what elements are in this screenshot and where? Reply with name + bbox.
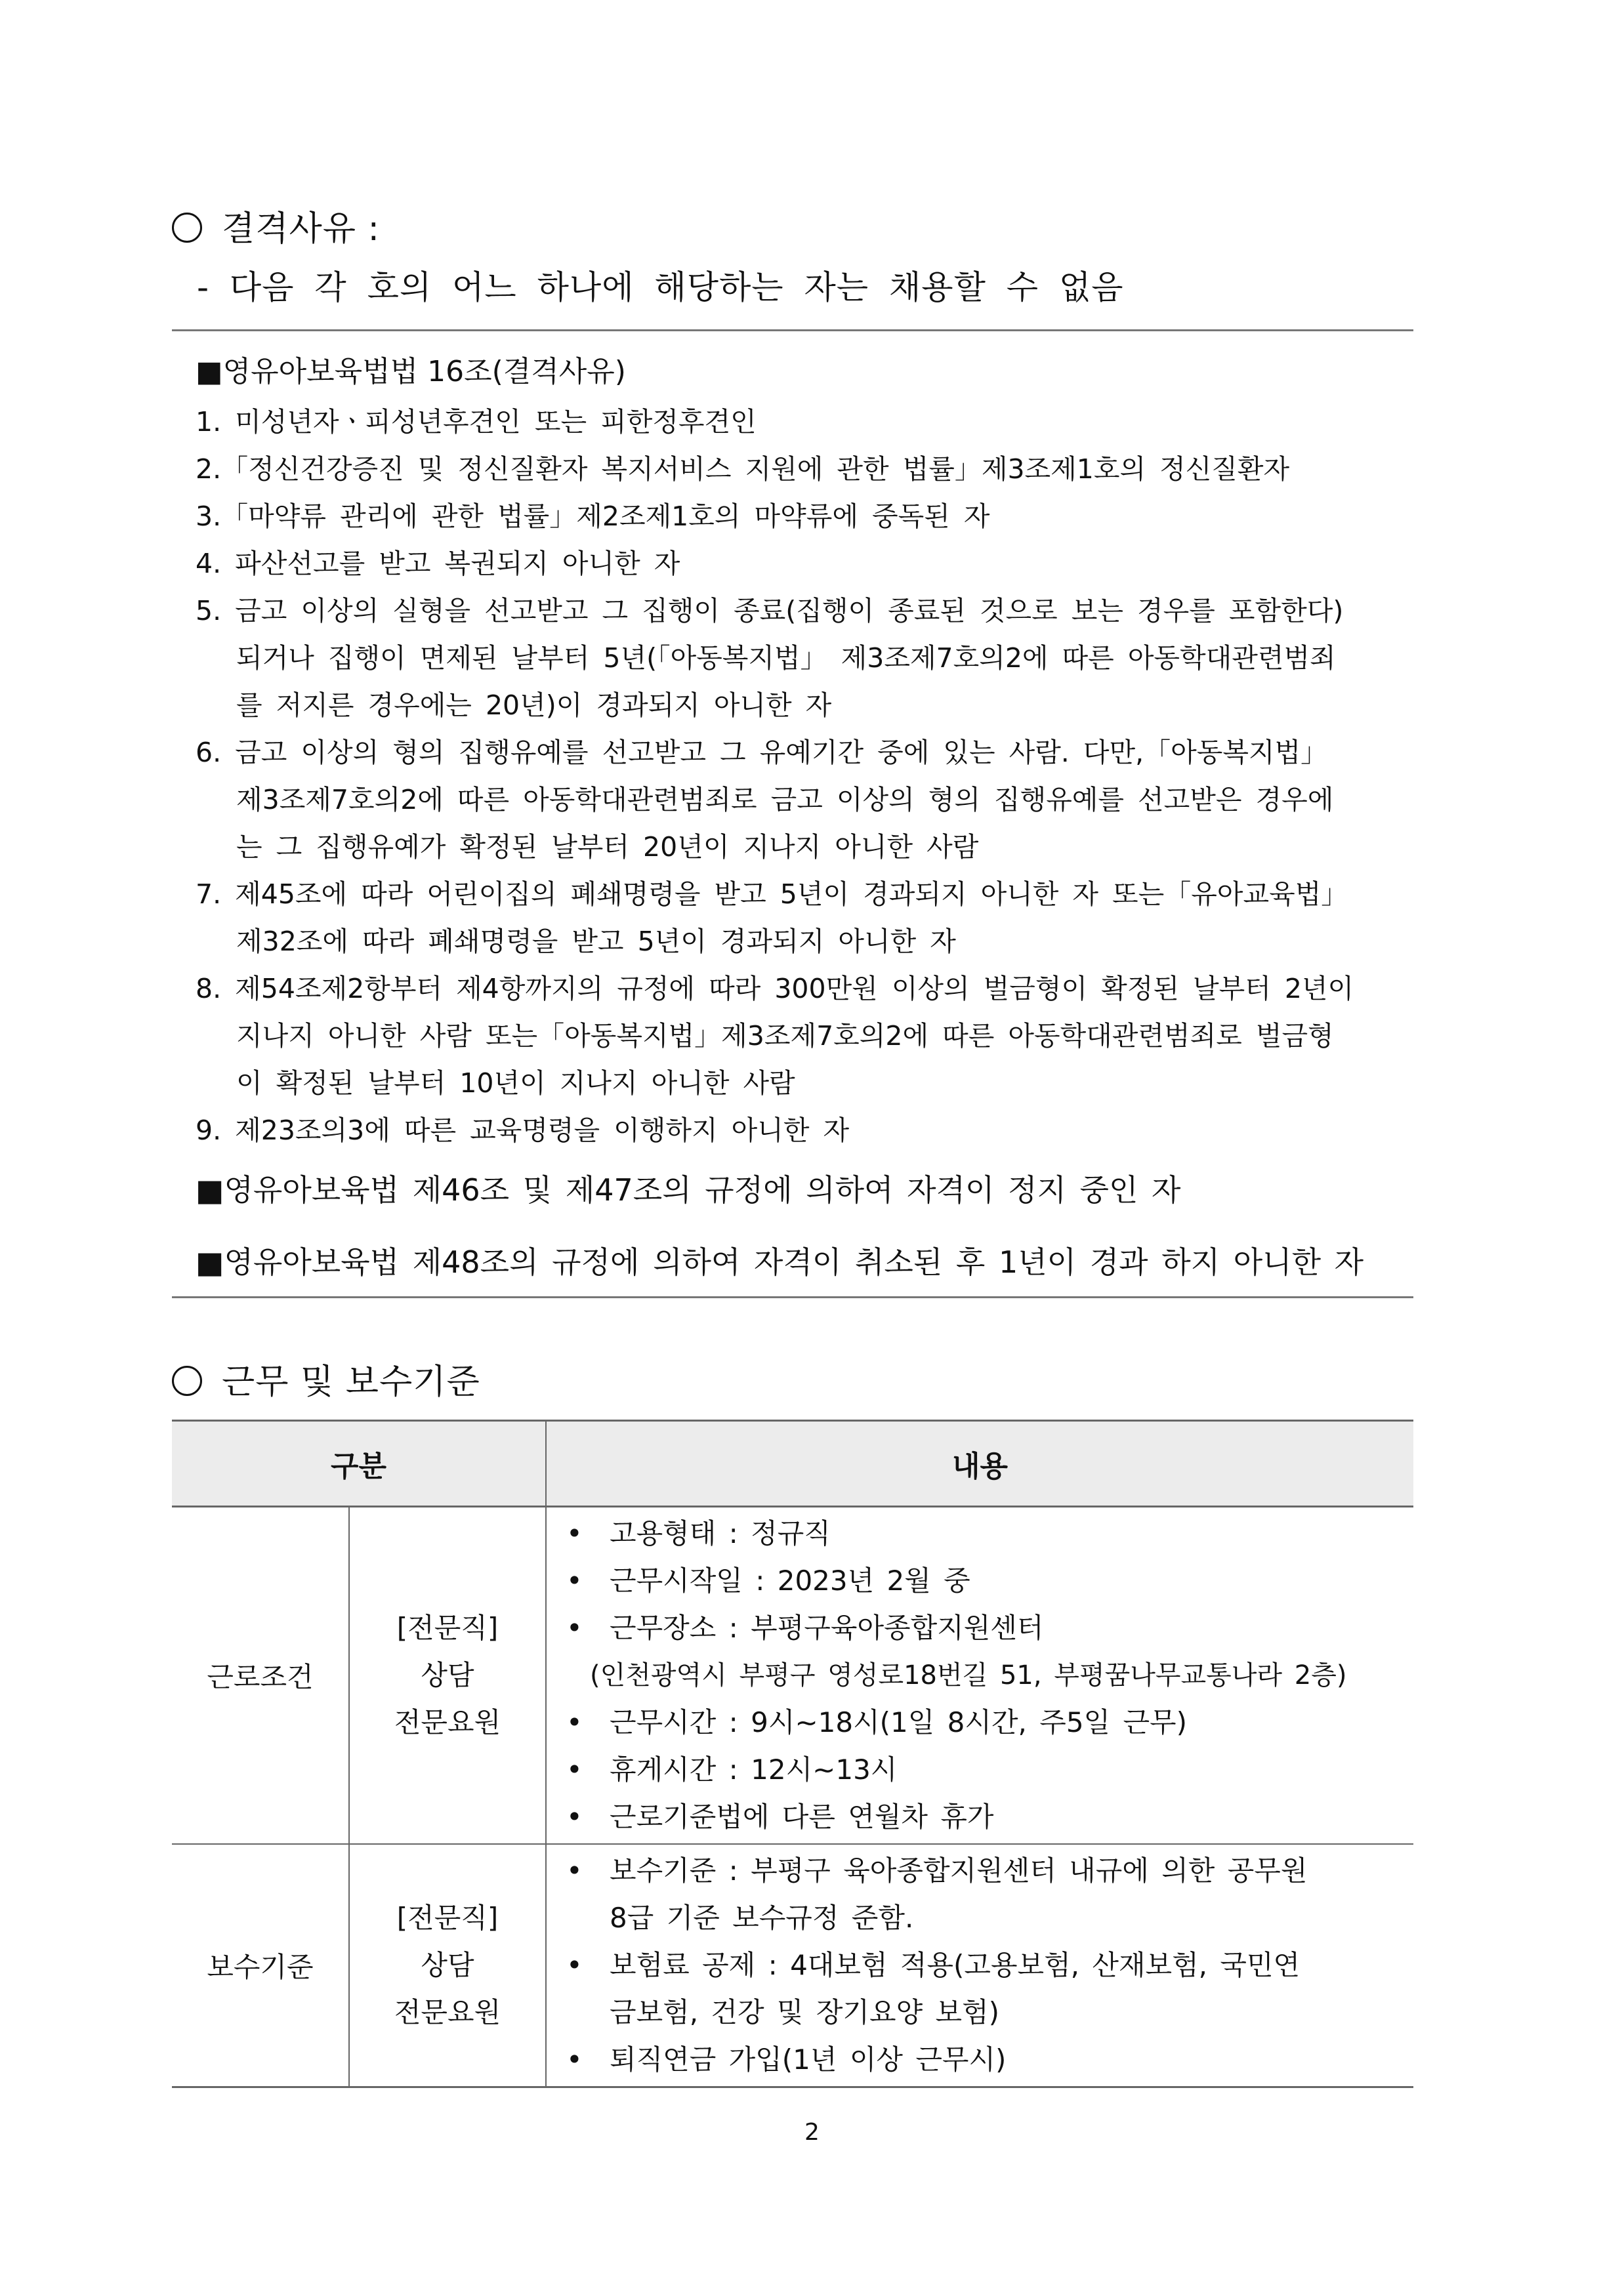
bullet-item: • 근로기준법에 다른 연월차 휴가 [566,1794,1402,1841]
table-row [172,1844,1413,2087]
header-category: 구분 [172,1421,546,1507]
list-item-continuation: 제3조제7호의2에 따른 아동학대관련범죄로 금고 이상의 형의 집행유예를 선고받은 경우에 [236,784,1334,815]
bullet-continuation: 8급 기준 보수규정 준함. [610,1902,914,1934]
section-subtitle: - 다음 각 호의 어느 하나에 해당하는 자는 채용할 수 없음 [197,268,1124,306]
role-line: 전문요원 [394,1996,501,2028]
header-content: 내용 [546,1421,1413,1507]
row-role [349,1844,546,2087]
table-header-row [172,1421,1413,1507]
bullet-item: • 보수기준 : 부평구 육아종합지원센터 내규에 의한 공무원 [566,1847,1402,1895]
role-line: 상담 [421,1949,474,1981]
list-item: 7. 제45조에 따라 어린이집의 폐쇄명령을 받고 5년이 경과되지 아니한 자 또는「유아교육법」 [196,878,1348,910]
bullet-item: • 고용형태 : 정규직 [566,1510,1402,1557]
box-footer-line: ■영유아보육법 제46조 및 제47조의 규정에 의하여 자격이 정지 중인 자 [196,1172,1181,1208]
role-line: [전문직] [396,1612,499,1644]
list-item: 8. 제54조제2항부터 제4항까지의 규정에 따라 300만원 이상의 벌금형이 확정된 날부터 2년이 [196,973,1354,1004]
list-item: 1. 미성년자ㆍ피성년후견인 또는 피한정후견인 [196,406,757,438]
list-item-continuation: 를 저지른 경우에는 20년)이 경과되지 아니한 자 [236,689,832,721]
box-top-divider [172,329,1413,331]
row-category: 근로조건 [172,1507,349,1845]
section-title-work-pay: 근무 및 보수기준 [172,1354,480,1403]
address-line: (인천광역시 부평구 영성로18번길 51, 부평꿈나무교통나라 2층) [590,1660,1347,1691]
list-item: 2.「정신건강증진 및 정신질환자 복지서비스 지원에 관한 법률」제3조제1호의 정신질환자 [196,453,1290,485]
role-line: [전문직] [396,1902,499,1934]
bullet-dot-icon: • [566,1565,583,1597]
list-item: 5. 금고 이상의 실형을 선고받고 그 집행이 종료(집행이 종료된 것으로 보는 경우를 포함한다) [196,595,1344,626]
bullet-dot-icon: • [566,1612,583,1644]
bullet-continuation: 금보험, 건강 및 장기요양 보험) [610,1996,1000,2028]
bullet-item: • 근무시간 : 9시~18시(1일 8시간, 주5일 근무) [566,1699,1402,1746]
role-line: 상담 [421,1659,474,1691]
list-item-continuation: 이 확정된 날부터 10년이 지나지 아니한 사람 [236,1067,795,1099]
bullet-dot-icon: • [566,1517,583,1549]
bullet-dot-icon: • [566,1855,583,1887]
bullet-dot-icon: • [566,1706,583,1738]
list-item-continuation: 는 그 집행유예가 확정된 날부터 20년이 지나지 아니한 사람 [236,831,979,863]
list-item: 9. 제23조의3에 따른 교육명령을 이행하지 아니한 자 [196,1115,850,1146]
list-item: 4. 파산선고를 받고 복권되지 아니한 자 [196,548,680,579]
box-heading: ■영유아보육법법 16조(결격사유) [196,355,626,388]
bullet-dot-icon: • [566,1753,583,1786]
row-content [546,1844,1413,2087]
bullet-item: • 보험료 공제 : 4대보험 적용(고용보험, 산재보험, 국민연 [566,1942,1402,1989]
bullet-dot-icon: • [566,2043,583,2076]
list-item-continuation: 제32조에 따라 폐쇄명령을 받고 5년이 경과되지 아니한 자 [236,926,956,957]
bullet-dot-icon: • [566,1949,583,1981]
row-content [546,1507,1413,1845]
list-item: 3.「마약류 관리에 관한 법률」제2조제1호의 마약류에 중독된 자 [196,501,990,532]
bullet-item: • 근무시작일 : 2023년 2월 중 [566,1557,1402,1605]
bullet-item: • 근무장소 : 부평구육아종합지원센터 [566,1605,1402,1652]
list-item: 6. 금고 이상의 형의 집행유예를 선고받고 그 유예기간 중에 있는 사람. 다만,「아동복지법」 [196,737,1328,768]
work-pay-table [172,1420,1413,2088]
bullet-item: • 퇴직연금 가입(1년 이상 근무시) [566,2036,1402,2083]
bullet-item: • 휴게시간 : 12시~13시 [566,1746,1402,1794]
circle-bullet-icon [172,213,202,243]
table-row [172,1507,1413,1845]
section-title-disqualification: 결격사유 : [172,201,380,250]
bullet-dot-icon: • [566,1801,583,1833]
role-line: 전문요원 [394,1706,501,1738]
list-item-continuation: 되거나 집행이 면제된 날부터 5년(「아동복지법」 제3조제7호의2에 따른 아동학대관련범죄 [236,642,1336,674]
box-footer-line: ■영유아보육법 제48조의 규정에 의하여 자격이 취소된 후 1년이 경과 하지 아니한 자 [196,1244,1364,1280]
row-category: 보수기준 [172,1844,349,2087]
page-number: 2 [804,2119,820,2146]
circle-bullet-icon [172,1366,202,1396]
row-role [349,1507,546,1845]
box-bottom-divider [172,1296,1413,1298]
list-item-continuation: 지나지 아니한 사람 또는「아동복지법」제3조제7호의2에 따른 아동학대관련범죄로 벌금형 [236,1020,1334,1052]
